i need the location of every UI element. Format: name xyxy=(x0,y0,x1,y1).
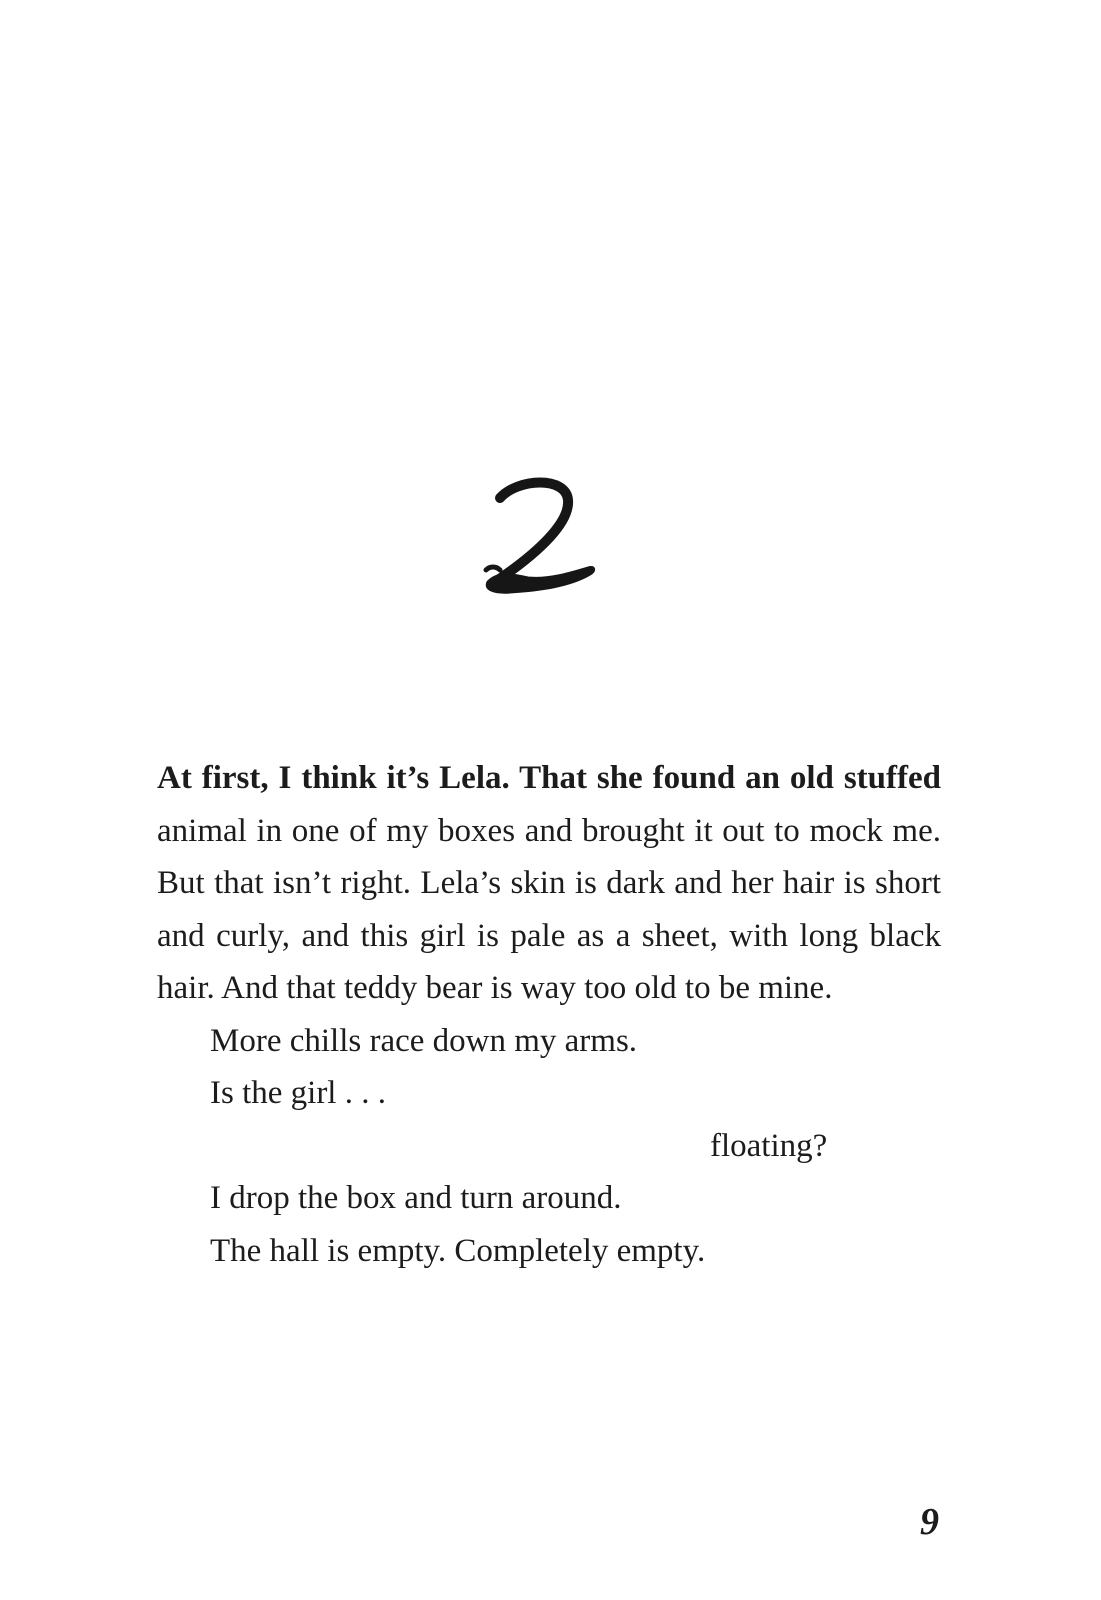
chapter-number xyxy=(470,470,620,620)
opening-lead-in: At first, I think it’s Lela. That she found an old stuffed xyxy=(157,760,941,796)
paragraph-drop-box: I drop the box and turn around. xyxy=(210,1180,622,1216)
chapter-body xyxy=(157,752,941,1277)
paragraph-chills: More chills race down my arms. xyxy=(210,1022,638,1059)
paragraph-is-the-girl: Is the girl . . . xyxy=(210,1075,386,1111)
paragraph-hall-empty: The hall is empty. Completely empty. xyxy=(210,1232,706,1269)
paragraph-floating: floating? xyxy=(710,1127,828,1164)
chapter-number-2-icon xyxy=(470,470,620,620)
opening-paragraph-text: animal in one of my boxes and brought it out to mock me. But that isn’t right. Lela’s skin is dark and her hair is short and curly, and this girl is pale as a sheet, with long black hair. And that teddy bear is way too old to be mine. xyxy=(157,812,941,1006)
page-number: 9 xyxy=(920,1501,939,1543)
opening-paragraph xyxy=(157,752,941,1015)
